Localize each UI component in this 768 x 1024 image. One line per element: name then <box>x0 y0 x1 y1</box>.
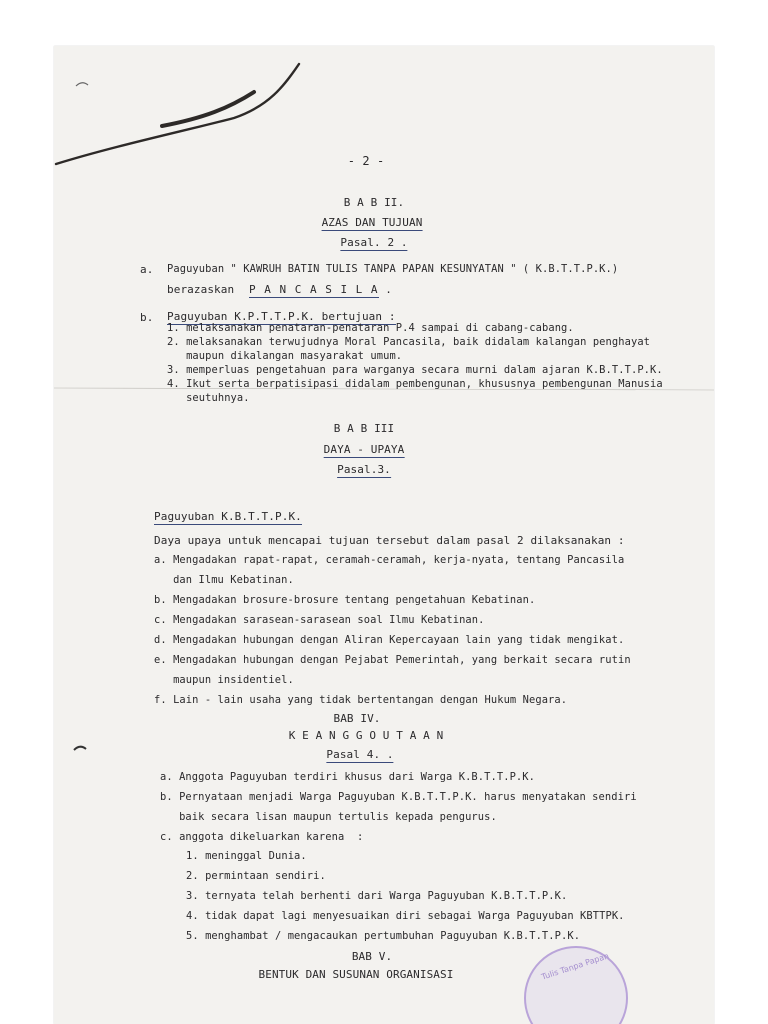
list-item: 5. menghambat / mengacaukan pertumbuhan Paguyuban K.B.T.T.P.K. <box>186 930 581 942</box>
list-item: b. Pernyataan menjadi Warga Paguyuban K.B.T.T.P.K. harus menyatakan sendiri <box>160 791 637 803</box>
stamp-text: Tulis Tanpa Papan <box>540 951 611 982</box>
chapter-title: AZAS DAN TUJUAN <box>321 216 423 229</box>
list-item: 1. meninggal Dunia. <box>186 850 307 862</box>
list-item: c. Mengadakan sarasean-sarasean soal Ilmu Kebatinan. <box>154 614 485 626</box>
list-item-text: . <box>385 283 393 296</box>
pen-stroke-mark <box>56 64 299 164</box>
article-label: Pasal. 2 . <box>340 236 408 249</box>
list-item: 3. memperluas pengetahuan para warganya secara murni dalam ajaran K.B.T.T.P.K. <box>167 364 663 376</box>
list-item: maupun dikalangan masyarakat umum. <box>167 350 403 362</box>
paper-blemish <box>76 83 88 86</box>
chapter-title: DAYA - UPAYA <box>323 443 405 456</box>
document-page <box>54 46 714 1024</box>
chapter-heading: BAB V. <box>351 950 393 963</box>
chapter-heading: B A B II. <box>343 196 405 209</box>
chapter-title: BENTUK DAN SUSUNAN ORGANISASI <box>258 968 454 981</box>
list-item: d. Mengadakan hubungan dengan Aliran Kepercayaan lain yang tidak mengikat. <box>154 634 625 646</box>
chapter-title: K E A N G G O U T A A N <box>288 729 444 742</box>
paragraph: Daya upaya untuk mencapai tujuan tersebut dalam pasal 2 dilaksanakan : <box>154 534 625 547</box>
list-item: 2. melaksanakan terwujudnya Moral Pancasila, baik didalam kalangan penghayat <box>167 336 651 348</box>
list-item: 3. ternyata telah berhenti dari Warga Paguyuban K.B.T.T.P.K. <box>186 890 568 902</box>
list-marker: b. <box>140 311 154 324</box>
article-label: Pasal 4. . <box>326 748 394 761</box>
list-marker: a. <box>140 263 154 276</box>
section-subject: Paguyuban K.B.T.T.P.K. <box>154 510 302 523</box>
list-item-text: berazaskan <box>167 283 235 296</box>
list-item: 2. permintaan sendiri. <box>186 870 326 882</box>
list-item: baik secara lisan maupun tertulis kepada pengurus. <box>160 811 497 823</box>
pen-stroke-mark-thick <box>162 92 254 126</box>
list-item: 4. tidak dapat lagi menyesuaikan diri sebagai Warga Paguyuban KBTTPK. <box>186 910 625 922</box>
page-number: - 2 - <box>347 154 385 168</box>
list-item: maupun insidentiel. <box>154 674 294 686</box>
list-item: 4. Ikut serta berpatisipasi didalam pembengunan, khususnya pembengunan Manusia <box>167 378 663 390</box>
list-item: b. Mengadakan brosure-brosure tentang pengetahuan Kebatinan. <box>154 594 536 606</box>
emphasis-text: P A N C A S I L A <box>248 283 379 296</box>
chapter-heading: B A B III <box>333 422 395 435</box>
list-item: a. Anggota Paguyuban terdiri khusus dari Warga K.B.T.T.P.K. <box>160 771 535 783</box>
list-item: e. Mengadakan hubungan dengan Pejabat Pemerintah, yang berkait secara rutin <box>154 654 631 666</box>
list-item: dan Ilmu Kebatinan. <box>154 574 294 586</box>
list-item: Paguyuban " KAWRUH BATIN TULIS TANPA PAPAN KESUNYATAN " ( K.B.T.T.P.K.) <box>167 263 619 275</box>
list-item: a. Mengadakan rapat-rapat, ceramah-ceramah, kerja-nyata, tentang Pancasila <box>154 554 625 566</box>
list-item: c. anggota dikeluarkan karena : <box>160 831 364 843</box>
list-item <box>167 283 392 296</box>
article-label: Pasal.3. <box>337 463 391 476</box>
paper-blemish <box>74 747 86 750</box>
chapter-heading: BAB IV. <box>333 712 381 725</box>
list-item: f. Lain - lain usaha yang tidak bertentangan dengan Hukum Negara. <box>154 694 568 706</box>
list-item: 1. melaksanakan penataran-penataran P.4 sampai di cabang-cabang. <box>167 322 574 334</box>
list-item: seutuhnya. <box>167 392 250 404</box>
list-intro: Paguyuban K.P.T.T.P.K. bertujuan : <box>167 310 396 323</box>
